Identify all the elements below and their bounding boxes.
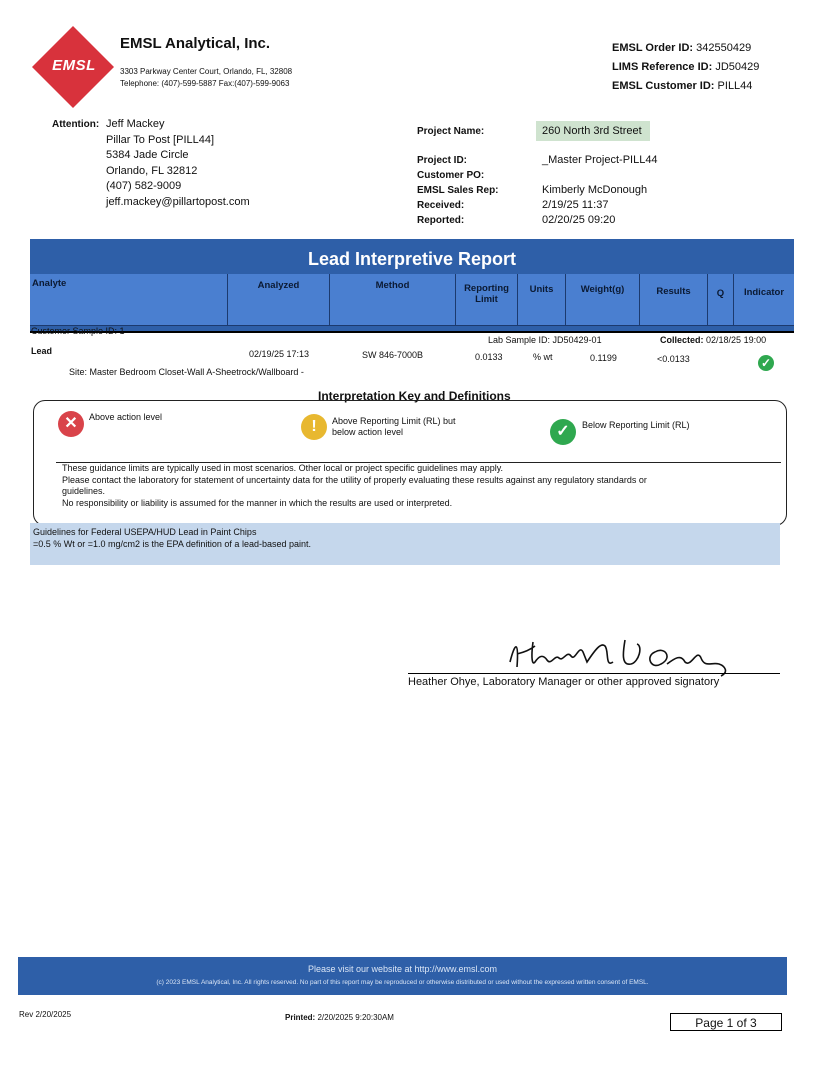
lab-sample-id: Lab Sample ID: JD50429-01 (488, 335, 602, 345)
project-values (542, 124, 658, 228)
company-address (120, 66, 292, 90)
printed-label: Printed: (285, 1013, 316, 1022)
project-id-value: _Master Project-PILL44 (542, 154, 658, 166)
key-title: Interpretation Key and Definitions (318, 389, 511, 403)
collected-label: Collected: (660, 335, 704, 345)
company-name: EMSL Analytical, Inc. (120, 35, 271, 52)
result-value: <0.0133 (657, 354, 690, 364)
collected (660, 335, 766, 345)
order-meta (612, 39, 759, 96)
project-labels (417, 124, 499, 228)
attention-line: jeff.mackey@pillartopost.com (106, 195, 250, 208)
attention-line: (407) 582-9009 (106, 180, 182, 192)
disclaimer: These guidance limits are typically used in most scenarios. Other local or project specific guidelines may apply. Please contact the laboratory for statement of uncertainty data for the utility of properly evaluating these results against any regulatory standards or guidelines. No responsibility or liability is assumed for the manner in which the results are used or interpreted. (62, 463, 647, 508)
col-indicator: Indicator (734, 274, 794, 326)
reported-label: Reported: (417, 215, 465, 226)
col-units: Units (518, 274, 566, 326)
col-weight: Weight(g) (566, 274, 640, 326)
key-above-rl: Above Reporting Limit (RL) but below action level (332, 416, 456, 437)
customer-id-value: PILL44 (717, 80, 753, 92)
copyright-text: (c) 2023 EMSL Analytical, Inc. All rights reserved. No part of this report may be reproduced or otherwise distributed or used without the expressed written consent of EMSL. (156, 979, 649, 986)
signature-line (408, 673, 780, 674)
attention-line: 5384 Jade Circle (106, 149, 189, 161)
guidelines-definition: =0.5 % Wt or =1.0 mg/cm2 is the EPA definition of a lead-based paint. (33, 538, 311, 549)
guidelines (33, 527, 311, 550)
order-label: EMSL Order ID: (612, 42, 694, 54)
revision: Rev 2/20/2025 (19, 1010, 72, 1019)
signatory-name: Heather Ohye, Laboratory Manager or other approved signatory (408, 676, 720, 688)
method-value: SW 846-7000B (362, 350, 424, 360)
customer-sample-id: Customer Sample ID: 1 (31, 326, 125, 336)
site-description: Site: Master Bedroom Closet-Wall A-Sheetrock/Wallboard - (69, 367, 304, 377)
guidelines-title: Guidelines for Federal USEPA/HUD Lead in Paint Chips (33, 527, 257, 537)
order-value: 342550429 (696, 42, 752, 54)
weight-value: 0.1199 (590, 353, 617, 363)
col-results: Results (640, 274, 708, 326)
lims-label: LIMS Reference ID: (612, 61, 713, 73)
customer-id-label: EMSL Customer ID: (612, 80, 715, 92)
attention-line: Orlando, FL 32812 (106, 164, 198, 177)
below-rl-check-icon: ✓ (550, 419, 576, 445)
collected-value: 02/18/25 19:00 (706, 335, 767, 345)
attention-label: Attention: (52, 119, 100, 130)
above-action-x-icon: ✕ (58, 411, 84, 437)
signature-image (505, 632, 735, 682)
report-title: Lead Interpretive Report (307, 249, 517, 269)
col-analyte: Analyte (30, 274, 228, 326)
received-value: 2/19/25 11:37 (542, 199, 609, 211)
key-above-action: Above action level (89, 412, 163, 422)
website-text: Please visit our website at http://www.emsl.com (307, 964, 498, 974)
col-method: Method (330, 274, 456, 326)
key-below-rl: Below Reporting Limit (RL) (582, 420, 690, 430)
sales-rep-label: EMSL Sales Rep: (417, 185, 499, 196)
project-name-label: Project Name: (417, 126, 485, 137)
address-line: 3303 Parkway Center Court, Orlando, FL, 32808 (120, 67, 293, 76)
analyzed-date: 02/19/25 17:13 (249, 349, 310, 359)
below-rl-check-icon: ✓ (758, 355, 774, 371)
project-id-label: Project ID: (417, 155, 468, 166)
analyte-lead: Lead (31, 346, 53, 356)
printed-value: 2/20/2025 9:20:30AM (317, 1013, 394, 1022)
attention-block (106, 117, 250, 210)
page-number: Page 1 of 3 (670, 1013, 782, 1031)
col-q: Q (708, 274, 734, 326)
sales-rep-value: Kimberly McDonough (542, 184, 648, 196)
customer-po-label: Customer PO: (417, 170, 485, 181)
reporting-limit-value: 0.0133 (475, 352, 503, 362)
attention-line: Jeff Mackey (106, 118, 165, 130)
lims-value: JD50429 (715, 61, 760, 73)
project-name-value: 260 North 3rd Street (542, 125, 642, 137)
warning-icon: ! (301, 414, 327, 440)
col-analyzed: Analyzed (228, 274, 330, 326)
logo-text: EMSL (52, 57, 96, 74)
received-label: Received: (417, 200, 465, 211)
printed (285, 1013, 394, 1022)
reported-value: 02/20/25 09:20 (542, 214, 616, 226)
col-reporting-limit: Reporting Limit (456, 274, 518, 326)
units-value: % wt (533, 352, 553, 362)
attention-line: Pillar To Post [PILL44] (106, 133, 215, 146)
footer-band (18, 957, 787, 995)
phone-line: Telephone: (407)-599-5887 Fax:(407)-599-9063 (120, 79, 290, 88)
table-header (30, 274, 794, 333)
